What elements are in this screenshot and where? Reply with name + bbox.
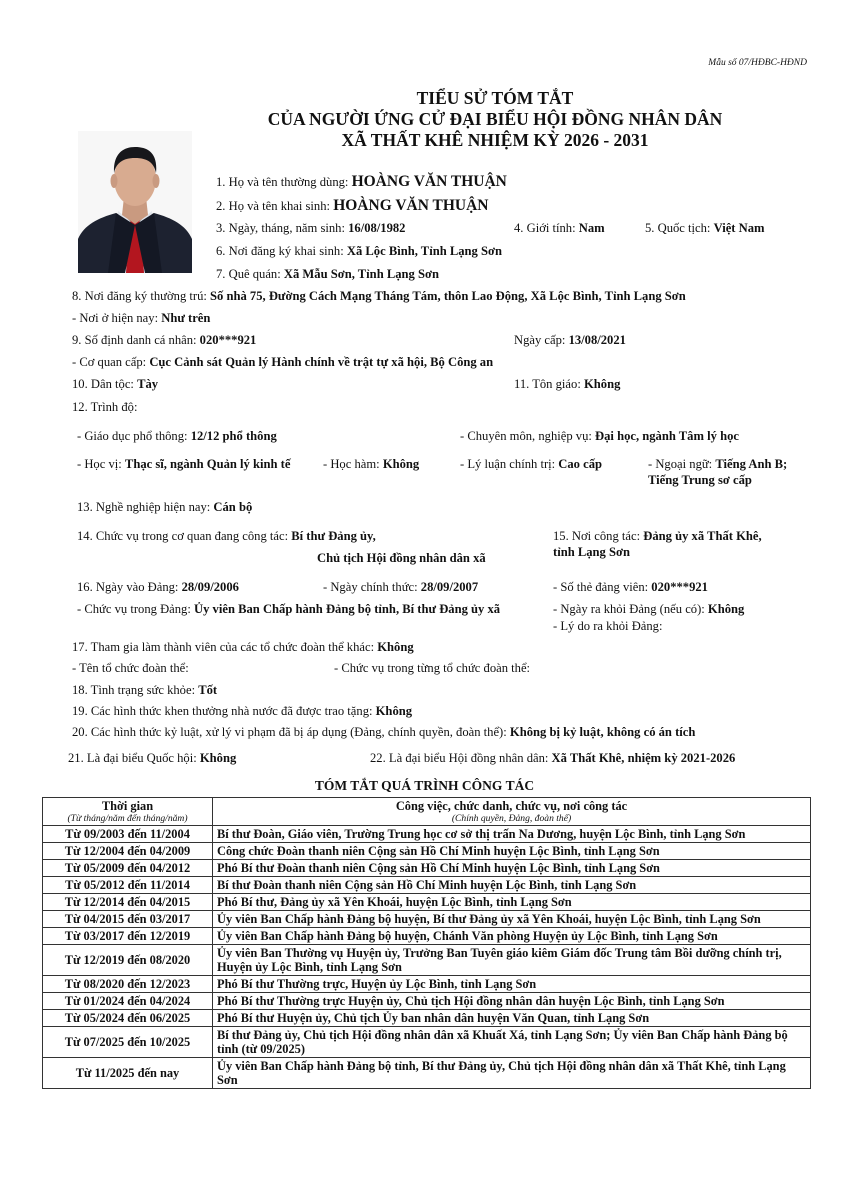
column-header-job: Công việc, chức danh, chức vụ, nơi công tác (Chính quyền, Đảng, đoàn thể) — [213, 798, 811, 826]
title-line-2: CỦA NGƯỜI ỨNG CỬ ĐẠI BIỂU HỘI ĐỒNG NHÂN DÂN — [267, 109, 723, 129]
period-cell: Từ 04/2015 đến 03/2017 — [43, 911, 213, 928]
field-council-delegate: 22. Là đại biểu Hội đồng nhân dân: Xã Thất Khê, nhiệm kỳ 2021-2026 — [370, 751, 736, 765]
table-row — [43, 993, 811, 1010]
field-organization-position: - Chức vụ trong từng tổ chức đoàn thể: — [334, 661, 531, 675]
document-title — [190, 88, 800, 151]
job-cell: Công chức Đoàn thanh niên Cộng sản Hồ Chí Minh huyện Lộc Bình, tỉnh Lạng Sơn — [213, 843, 811, 860]
period-cell: Từ 05/2012 đến 11/2014 — [43, 877, 213, 894]
job-cell: Ủy viên Ban Chấp hành Đảng bộ tỉnh, Bí thư Đảng ủy, Chủ tịch Hội đồng nhân dân xã Thất Khê, tỉnh Lạng Sơn — [213, 1058, 811, 1089]
period-cell: Từ 05/2024 đến 06/2025 — [43, 1010, 213, 1027]
field-current-position: 14. Chức vụ trong cơ quan đang công tác: Bí thư Đảng ủy, — [77, 529, 376, 543]
job-cell: Bí thư Đoàn, Giáo viên, Trường Trung học cơ sở thị trấn Na Dương, huyện Lộc Bình, tỉnh Lạng Sơn — [213, 826, 811, 843]
field-political-theory: - Lý luận chính trị: Cao cấp — [460, 457, 603, 471]
job-cell: Phó Bí thư Đoàn thanh niên Cộng sản Hồ Chí Minh huyện Lộc Bình, tỉnh Lạng Sơn — [213, 860, 811, 877]
field-specialization: - Chuyên môn, nghiệp vụ: Đại học, ngành Tâm lý học — [460, 429, 739, 443]
period-cell: Từ 12/2014 đến 04/2015 — [43, 894, 213, 911]
field-party-position: - Chức vụ trong Đảng: Ủy viên Ban Chấp hành Đảng bộ tỉnh, Bí thư Đảng ủy xã — [77, 602, 501, 616]
field-id-issue-date: Ngày cấp: 13/08/2021 — [514, 333, 626, 347]
field-hometown: 7. Quê quán: Xã Mẫu Sơn, Tỉnh Lạng Sơn — [216, 267, 439, 281]
field-religion: 11. Tôn giáo: Không — [514, 377, 621, 391]
field-birth-date: 3. Ngày, tháng, năm sinh: 16/08/1982 — [216, 221, 406, 235]
table-row — [43, 911, 811, 928]
field-occupation: 13. Nghề nghiệp hiện nay: Cán bộ — [77, 500, 253, 514]
table-row — [43, 976, 811, 993]
field-personal-id: 9. Số định danh cá nhân: 020***921 — [72, 333, 257, 347]
period-cell: Từ 07/2025 đến 10/2025 — [43, 1027, 213, 1058]
field-other-organizations: 17. Tham gia làm thành viên của các tổ chức đoàn thể khác: Không — [72, 640, 414, 654]
field-academic-title: - Học hàm: Không — [323, 457, 420, 471]
field-permanent-residence: 8. Nơi đăng ký thường trú: Số nhà 75, Đường Cách Mạng Tháng Tám, thôn Lao Động, Xã Lộc Bình, Tỉnh Lạng Sơn — [72, 289, 686, 303]
field-general-education: - Giáo dục phổ thông: 12/12 phổ thông — [77, 429, 277, 443]
table-row — [43, 843, 811, 860]
table-row — [43, 928, 811, 945]
field-issuing-agency: - Cơ quan cấp: Cục Cảnh sát Quản lý Hành chính về trật tự xã hội, Bộ Công an — [72, 355, 494, 369]
table-row — [43, 1027, 811, 1058]
field-gender: 4. Giới tính: Nam — [514, 221, 605, 235]
table-header-row — [43, 798, 811, 826]
job-cell: Phó Bí thư Thường trực, Huyện ủy Lộc Bình, tỉnh Lạng Sơn — [213, 976, 811, 993]
job-cell: Ủy viên Ban Chấp hành Đảng bộ huyện, Bí thư Đảng ủy xã Yên Khoái, huyện Lộc Bình, tỉnh Lạng Sơn — [213, 911, 811, 928]
table-row — [43, 826, 811, 843]
table-row — [43, 877, 811, 894]
column-header-period: Thời gian (Từ tháng/năm đến tháng/năm) — [43, 798, 213, 826]
field-party-official-date: - Ngày chính thức: 28/09/2007 — [323, 580, 479, 594]
job-cell: Phó Bí thư Thường trực Huyện ủy, Chủ tịch Hội đồng nhân dân huyện Lộc Bình, tỉnh Lạng Sơn — [213, 993, 811, 1010]
period-cell: Từ 03/2017 đến 12/2019 — [43, 928, 213, 945]
table-row — [43, 894, 811, 911]
field-organization-name: - Tên tổ chức đoàn thể: — [72, 661, 189, 675]
title-line-3: XÃ THẤT KHÊ NHIỆM KỲ 2026 - 2031 — [341, 130, 649, 150]
table-row — [43, 1058, 811, 1089]
period-cell: Từ 12/2019 đến 08/2020 — [43, 945, 213, 976]
form-number: Mẫu số 07/HĐBC-HĐND — [708, 58, 807, 68]
field-academic-degree: - Học vị: Thạc sĩ, ngành Quản lý kinh tế — [77, 457, 291, 471]
field-current-position-cont: Chủ tịch Hội đồng nhân dân xã — [317, 551, 486, 565]
job-cell: Bí thư Đảng ủy, Chủ tịch Hội đồng nhân dân xã Khuất Xá, tỉnh Lạng Sơn; Ủy viên Ban Chấp hành Đảng bộ tỉnh (từ 09/2025) — [213, 1027, 811, 1058]
field-common-name: 1. Họ và tên thường dùng: HOÀNG VĂN THUẬN — [216, 173, 507, 190]
field-birth-name: 2. Họ và tên khai sinh: HOÀNG VĂN THUẬN — [216, 197, 489, 214]
work-history-table — [42, 797, 811, 1089]
period-cell: Từ 12/2004 đến 04/2009 — [43, 843, 213, 860]
field-foreign-language: - Ngoại ngữ: Tiếng Anh B; Tiếng Trung sơ cấp — [648, 457, 788, 487]
field-party-card-number: - Số thẻ đảng viên: 020***921 — [553, 580, 708, 594]
period-cell: Từ 08/2020 đến 12/2023 — [43, 976, 213, 993]
field-disciplinary: 20. Các hình thức kỷ luật, xử lý vi phạm đã bị áp dụng (Đảng, chính quyền, đoàn thể): Không bị kỷ luật, không có án tích — [72, 725, 696, 739]
field-awards: 19. Các hình thức khen thưởng nhà nước đã được trao tặng: Không — [72, 704, 413, 718]
field-workplace: 15. Nơi công tác: Đảng ủy xã Thất Khê, tỉnh Lạng Sơn — [553, 529, 762, 559]
field-party-leave-date: - Ngày ra khỏi Đảng (nếu có): Không — [553, 602, 745, 616]
field-education-heading: 12. Trình độ: — [72, 400, 138, 414]
job-cell: Bí thư Đoàn thanh niên Cộng sản Hồ Chí Minh huyện Lộc Bình, tỉnh Lạng Sơn — [213, 877, 811, 894]
field-nationality: 5. Quốc tịch: Việt Nam — [645, 221, 765, 235]
table-row — [43, 945, 811, 976]
job-cell: Phó Bí thư, Đảng ủy xã Yên Khoái, huyện Lộc Bình, tỉnh Lạng Sơn — [213, 894, 811, 911]
field-party-leave-reason: - Lý do ra khỏi Đảng: — [553, 619, 663, 633]
field-health: 18. Tình trạng sức khỏe: Tốt — [72, 683, 218, 697]
field-current-residence: - Nơi ở hiện nay: Như trên — [72, 311, 211, 325]
field-party-join-date: 16. Ngày vào Đảng: 28/09/2006 — [77, 580, 239, 594]
period-cell: Từ 01/2024 đến 04/2024 — [43, 993, 213, 1010]
field-ethnicity: 10. Dân tộc: Tày — [72, 377, 159, 391]
job-cell: Ủy viên Ban Chấp hành Đảng bộ huyện, Chánh Văn phòng Huyện ủy Lộc Bình, tỉnh Lạng Sơn — [213, 928, 811, 945]
portrait-photo — [78, 131, 192, 273]
field-national-assembly-delegate: 21. Là đại biểu Quốc hội: Không — [68, 751, 237, 765]
period-cell: Từ 11/2025 đến nay — [43, 1058, 213, 1089]
period-cell: Từ 05/2009 đến 04/2012 — [43, 860, 213, 877]
period-cell: Từ 09/2003 đến 11/2004 — [43, 826, 213, 843]
table-row — [43, 1010, 811, 1027]
job-cell: Ủy viên Ban Thường vụ Huyện ủy, Trưởng Ban Tuyên giáo kiêm Giám đốc Trung tâm Bồi dưỡng chính trị, Huyện ủy Lộc Bình, tỉnh Lạng Sơn — [213, 945, 811, 976]
table-row — [43, 860, 811, 877]
title-line-1: TIỂU SỬ TÓM TẮT — [416, 88, 574, 108]
work-history-title: TÓM TẮT QUÁ TRÌNH CÔNG TÁC — [314, 778, 535, 793]
field-birth-registration-place: 6. Nơi đăng ký khai sinh: Xã Lộc Bình, Tỉnh Lạng Sơn — [216, 244, 502, 258]
job-cell: Phó Bí thư Huyện ủy, Chủ tịch Ủy ban nhân dân huyện Văn Quan, tỉnh Lạng Sơn — [213, 1010, 811, 1027]
